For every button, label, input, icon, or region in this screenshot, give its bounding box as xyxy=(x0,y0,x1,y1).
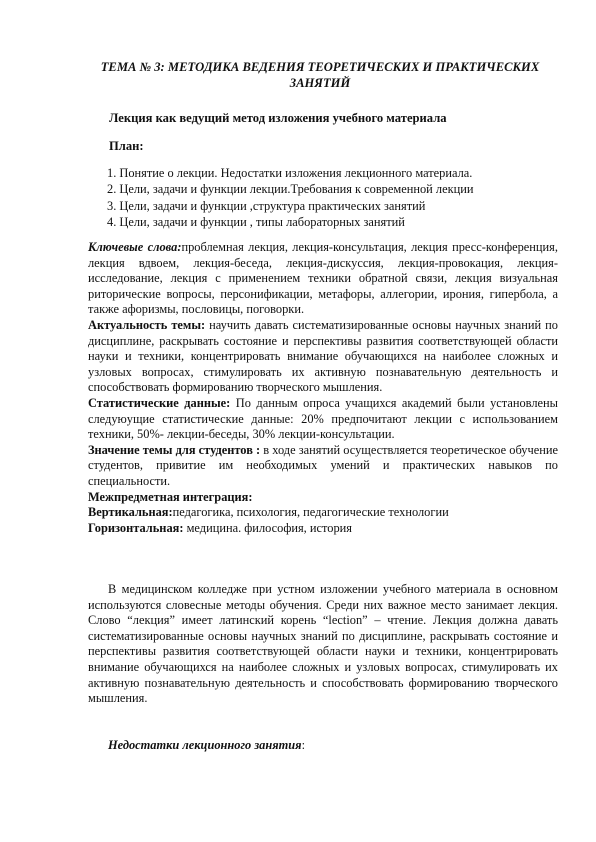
relevance-label: Актуальность темы: xyxy=(88,317,206,332)
page-title: ТЕМА № 3: МЕТОДИКА ВЕДЕНИЯ ТЕОРЕТИЧЕСКИХ И ПРАКТИЧЕСКИХ ЗАНЯТИЙ xyxy=(100,60,540,90)
significance-text: в ходе занятий осуществляется теоретическое обучение студентов, привитие им необходимых умений и практических навыков по специальности. xyxy=(88,442,558,488)
horizontal-text: медицина. философия, история xyxy=(183,520,352,535)
horizontal-paragraph xyxy=(88,521,558,537)
plan-item: 3. Цели, задачи и функции ,структура практических занятий xyxy=(107,198,426,213)
plan-list xyxy=(107,166,567,231)
shortcomings-heading-line xyxy=(88,738,558,754)
keywords-label: Ключевые слова: xyxy=(88,240,182,254)
significance-label: Значение темы для студентов : xyxy=(88,442,261,457)
significance-paragraph xyxy=(88,443,558,490)
stats-paragraph xyxy=(88,396,558,443)
main-paragraph: В медицинском колледже при устном изложении учебного материала в основном используются словесные методы обучения. Среди них важное место занимает лекция. Слово “лекция” имеет латинский корень “lection” – чтение. Лекция должна давать систематизированные основы научных знаний по дисциплине, раскрывать состояние и перспективы развития соответствующей области науки и техники, концентрировать внимание обучающихся на наиболее сложных и узловых вопросах, стимулировать их активную познавательную деятельность и способствовать формированию творческого мышления. xyxy=(88,582,558,706)
plan-item: 2. Цели, задачи и функции лекции.Требования к современной лекции xyxy=(107,182,474,197)
keywords-text: проблемная лекция, лекция-консультация, лекция пресс-конференция, лекция вдвоем, лекция-беседа, лекция-дискуссия, лекция-провокация, лекция-исследование, лекция с применением техники обратной связи, лекция визуальная риторические вопросы, персонификации, метафоры, аллегории, ирония, гипербола, а также афоризмы, пословицы, поговорки. xyxy=(88,240,558,317)
shortcomings-heading: Недостатки лекционного занятия xyxy=(108,738,302,752)
plan-heading: План: xyxy=(109,139,144,153)
keywords-paragraph xyxy=(88,240,558,318)
relevance-text: научить давать систематизированные основы научных знаний по дисциплине, раскрывать состояние и перспективы развития соответствующей области науки и техники, концентрировать внимание обучающихся на наиболее сложных и узловых вопросах, стимулировать их активную познавательную деятельность и способствовать формированию творческого мышления. xyxy=(88,317,559,395)
relevance-paragraph xyxy=(88,318,558,396)
plan-item: 1. Понятие о лекции. Недостатки изложения лекционного материала. xyxy=(107,166,473,180)
horizontal-label: Горизонтальная: xyxy=(88,520,184,535)
vertical-label: Вертикальная: xyxy=(88,505,173,520)
keywords-section xyxy=(88,240,558,536)
shortcomings-colon: : xyxy=(301,738,306,752)
vertical-paragraph xyxy=(88,505,558,521)
plan-item: 4. Цели, задачи и функции , типы лабораторных занятий xyxy=(107,214,405,229)
lecture-subtitle: Лекция как ведущий метод изложения учебного материала xyxy=(109,111,447,125)
interdisciplinary-heading: Межпредметная интеграция: xyxy=(88,489,253,504)
stats-text: По данным опроса учащихся академий были установлены следуюущие статистические данные: 20% предпочитают лекции с использованием техники, 50%- лекции-беседы, 30% лекции-консультации. xyxy=(88,395,558,442)
vertical-text: педагогика, психология, педагогические технологии xyxy=(172,505,449,520)
stats-label: Статистические данные: xyxy=(88,395,231,410)
